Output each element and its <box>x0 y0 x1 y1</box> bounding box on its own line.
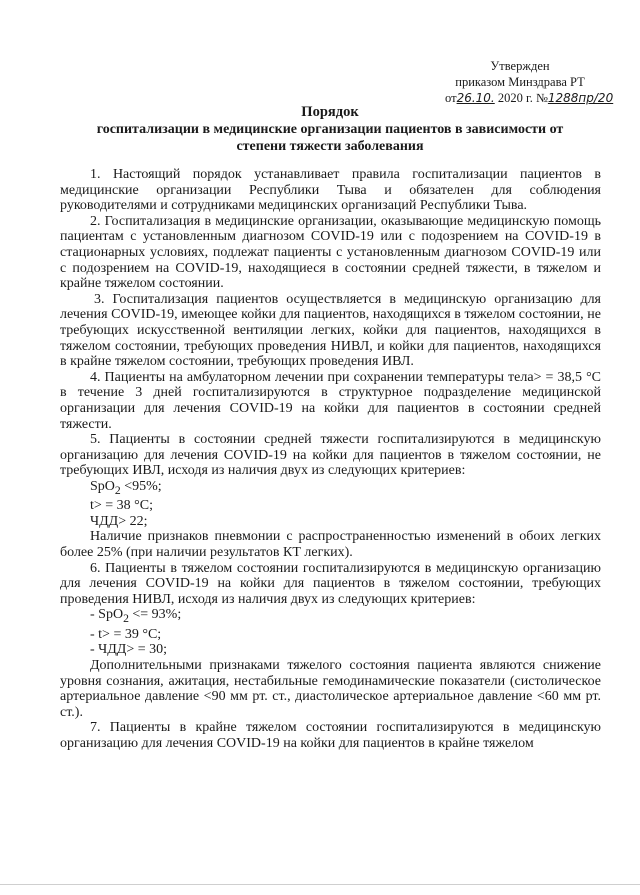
paragraph-5: 5. Пациенты в состоянии средней тяжести госпитализируются в медицинскую организацию для лечения COVID-19 на койки для пациентов в тяжелом состоянии, не требующих ИВЛ, исходя из наличия двух из следующих критериев: <box>60 432 601 479</box>
criterion-spo2-label: - SpO <box>90 607 124 623</box>
paragraph-5-criterion-temp: t> = 38 °С; <box>90 498 154 514</box>
document-title <box>60 104 600 155</box>
paragraph-6-criterion-rr: - ЧДД> = 30; <box>90 642 168 658</box>
paragraph-3: 3. Госпитализация пациентов осуществляется в медицинскую организацию для лечения COVID-19, имеющее койки для пациентов, находящихся в тяжелом состоянии, не требующих искусственной вентиляции легких, койки для пациентов, находящихся в тяжелом состоянии, требующих проведения НИВЛ, и койки для пациентов, находящихся в крайне тяжелом состоянии, требующих проведения ИВЛ. <box>60 291 601 370</box>
criterion-spo2-value: <= 93%; <box>128 607 182 623</box>
page-edge-divider <box>0 884 640 885</box>
approval-stamp <box>445 58 614 106</box>
paragraph-5-note: Наличие признаков пневмонии с распространенностью изменений в обоих легких более 25% (при наличии результатов КТ легких). <box>60 529 601 561</box>
paragraph-5-criterion-spo2 <box>60 479 601 498</box>
approval-date-prefix: от <box>445 91 457 105</box>
approval-number-handwritten: 1288пр/20 <box>547 91 614 105</box>
paragraph-7: 7. Пациенты в крайне тяжелом состоянии госпитализируются в медицинскую организацию для лечения COVID-19 на койки для пациентов в крайне тяжелом <box>60 720 601 751</box>
paragraph-6-criterion-spo2 <box>60 607 601 626</box>
paragraph-6-note: Дополнительными признаками тяжелого состояния пациента являются снижение уровня сознания, ажитация, нестабильные гемодинамические показатели (систолическое артериальное давление <90 мм рт. ст., диастолическое артериальное давление <60 мм рт. ст.). <box>60 658 601 720</box>
paragraph-6-criterion-temp: - t> = 39 °С; <box>90 626 162 642</box>
document-body <box>60 167 601 752</box>
title-line-1: Порядок <box>301 104 359 120</box>
paragraph-1: 1. Настоящий порядок устанавливает правила госпитализации пациентов в медицинские организации Республики Тыва и обязателен для соблюдения руководителями и сотрудниками медицинских организаций Республики Тыва. <box>60 167 601 214</box>
criterion-spo2-sub: 2 <box>123 612 129 626</box>
approval-line-2: приказом Минздрава РТ <box>455 75 585 89</box>
approval-date-handwritten: 26.10. <box>456 91 495 105</box>
paragraph-4: 4. Пациенты на амбулаторном лечении при сохранении температуры тела> = 38,5 °С в течение 3 дней госпитализируются в структурное подразделение медицинской организации для лечения COVID-19 на койки для пациентов в состоянии средней тяжести. <box>60 369 601 432</box>
criterion-spo2-label: SpO <box>90 478 115 494</box>
paragraph-5-criterion-rr: ЧДД> 22; <box>90 513 148 529</box>
approval-line-1: Утвержден <box>490 59 550 73</box>
title-line-3: степени тяжести заболевания <box>236 139 424 154</box>
approval-year: 2020 г. № <box>494 91 548 105</box>
paragraph-2: 2. Госпитализация в медицинские организации, оказывающие медицинскую помощь пациентам с установленным диагнозом COVID-19 или с подозрением на COVID-19 в стационарных условиях, подлежат пациенты с установленным диагнозом COVID-19 или с подозрением на COVID-19, находящиеся в состоянии средней тяжести, в тяжелом и крайне тяжелом состоянии. <box>60 213 601 292</box>
criterion-spo2-sub: 2 <box>114 483 121 497</box>
criterion-spo2-value: <95%; <box>120 478 162 494</box>
title-line-2: госпитализации в медицинские организации пациентов в зависимости от <box>96 122 564 137</box>
paragraph-6: 6. Пациенты в тяжелом состоянии госпитализируются в медицинскую организацию для лечения COVID-19 на койки для пациентов в тяжелом состоянии, требующих проведения НИВЛ, исходя из наличия двух из следующих критериев: <box>60 560 601 607</box>
